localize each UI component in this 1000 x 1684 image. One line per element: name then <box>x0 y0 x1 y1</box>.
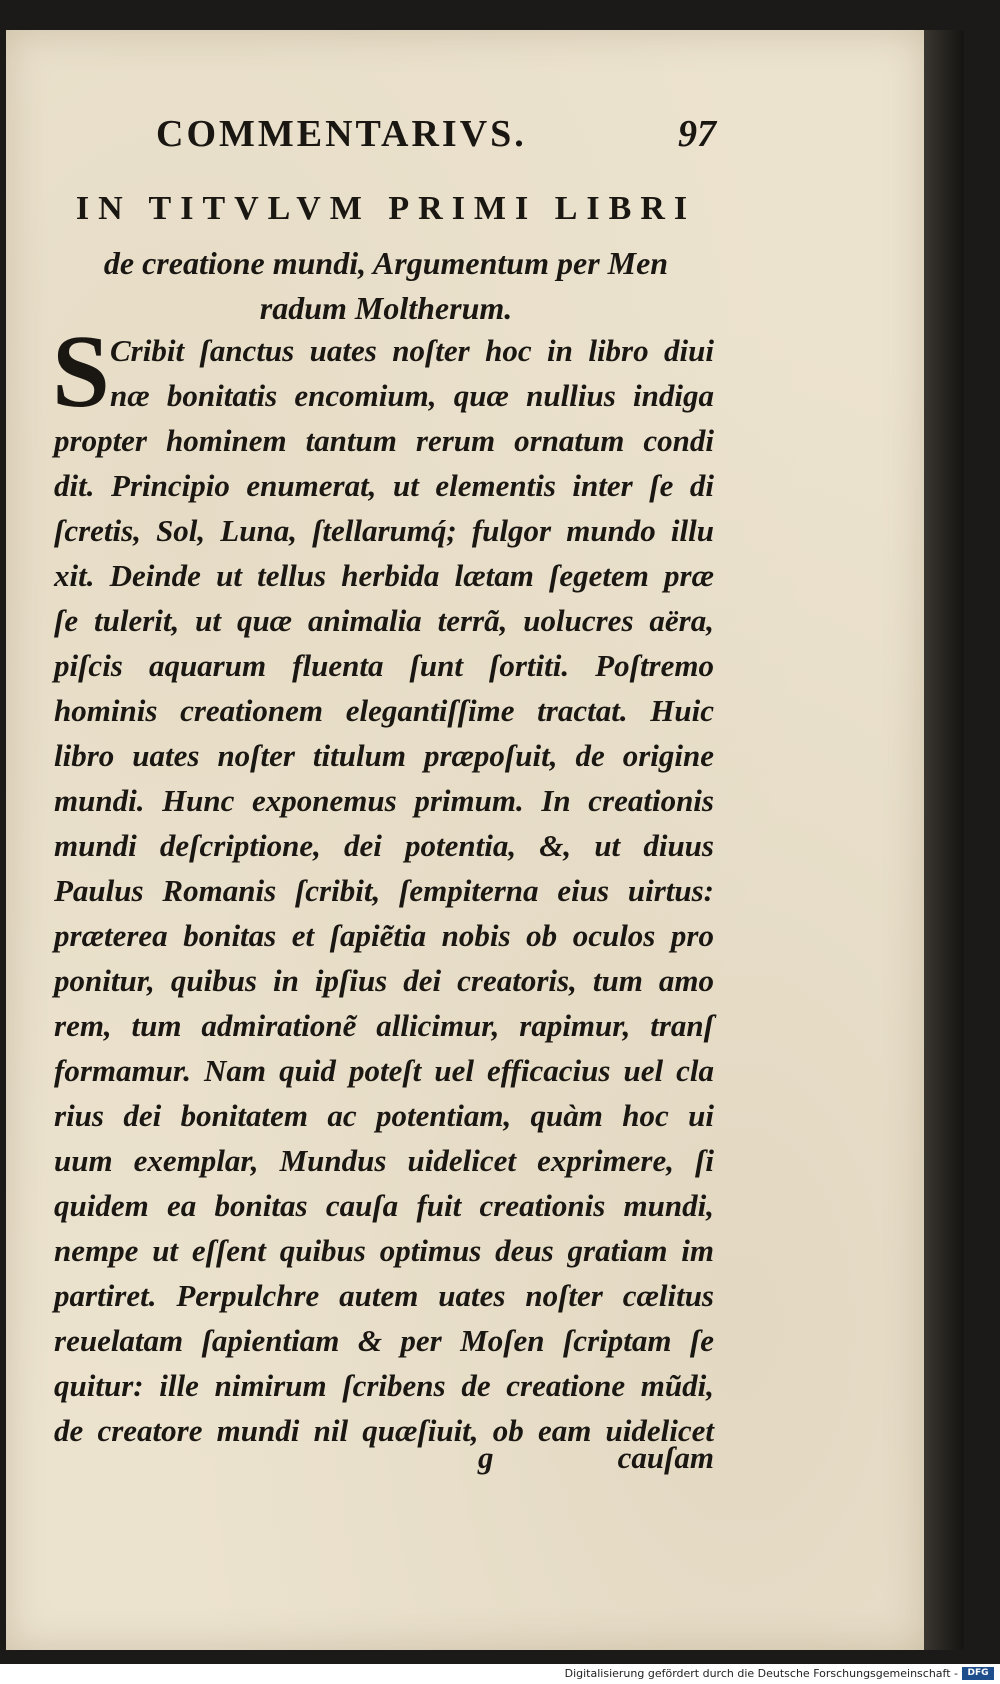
book-page <box>6 30 924 1650</box>
subtitle-line: radum Moltherum. <box>259 290 513 326</box>
digitization-credit: Digitalisierung gefördert durch die Deutsche Forschungsgemeinschaft - <box>564 1667 958 1680</box>
text-line: ſcretis, Sol, Luna, ſtellarumq́; fulgor mundo illu <box>54 513 714 548</box>
text-line: xit. Deinde ut tellus herbida lætam ſegetem præ <box>54 558 714 593</box>
text-line: libro uates noſter titulum præpoſuit, de origine <box>54 738 714 773</box>
text-line: Cribit ſanctus uates noſter hoc in libro diui <box>110 333 714 368</box>
folio-number: 97 <box>678 113 716 155</box>
page-edge-shadow <box>924 30 964 1650</box>
text-line: uum exemplar, Mundus uidelicet exprimere, ſi <box>54 1143 714 1178</box>
drop-cap: S <box>52 314 110 429</box>
text-line: rem, tum admirationẽ allicimur, rapimur, tranſ <box>54 1008 714 1043</box>
text-line: de creatore mundi nil quæſiuit, ob eam uidelicet <box>54 1413 714 1448</box>
page-footer <box>54 1440 714 1490</box>
page-header <box>156 112 716 162</box>
running-head: COMMENTARIVS. <box>156 113 527 155</box>
text-line: mundi. Hunc exponemus primum. In creationis <box>54 783 714 818</box>
text-line: quitur: ille nimirum ſcribens de creatione mũdi, <box>54 1368 714 1403</box>
dfg-logo-icon: DFG <box>962 1667 994 1680</box>
text-line: propter hominem tantum rerum ornatum condi <box>54 423 714 458</box>
text-line: ponitur, quibus in ipſius dei creatoris, tum amo <box>54 963 714 998</box>
text-line: rius dei bonitatem ac potentiam, quàm hoc ui <box>54 1098 714 1133</box>
chapter-title: IN TITVLVM PRIMI LIBRI <box>75 190 697 227</box>
text-line: nempe ut eſſent quibus optimus deus gratiam im <box>54 1233 714 1268</box>
digitization-credit-bar <box>0 1664 1000 1684</box>
text-line: partiret. Perpulchre autem uates noſter cælitus <box>54 1278 714 1313</box>
text-line: reuelatam ſapientiam & per Moſen ſcriptam ſe <box>54 1323 714 1358</box>
catchword: cauſam <box>617 1440 714 1475</box>
text-line: hominis creationem elegantiſſime tractat. Huic <box>54 693 714 728</box>
body-text <box>52 314 714 1453</box>
text-line: ſe tulerit, ut quæ animalia terrã, uolucres aëra, <box>54 603 714 638</box>
text-line: præterea bonitas et ſapiẽtia nobis ob oculos pro <box>54 918 714 953</box>
text-line: Paulus Romanis ſcribit, ſempiterna eius uirtus: <box>54 873 714 908</box>
text-line: dit. Principio enumerat, ut elementis inter ſe di <box>54 468 714 503</box>
text-line: piſcis aquarum fluenta ſunt ſortiti. Poſtremo <box>54 648 714 683</box>
text-line: formamur. Nam quid poteſt uel efficacius uel cla <box>54 1053 714 1088</box>
text-line: quidem ea bonitas cauſa fuit creationis mundi, <box>54 1188 714 1223</box>
text-line: mundi deſcriptione, dei potentia, &, ut diuus <box>54 828 714 863</box>
subtitle-line: de creatione mundi, Argumentum per Men <box>103 245 669 281</box>
chapter-subtitle <box>56 240 716 330</box>
text-line: næ bonitatis encomium, quæ nullius indiga <box>110 378 714 413</box>
signature-mark: g <box>478 1440 494 1475</box>
